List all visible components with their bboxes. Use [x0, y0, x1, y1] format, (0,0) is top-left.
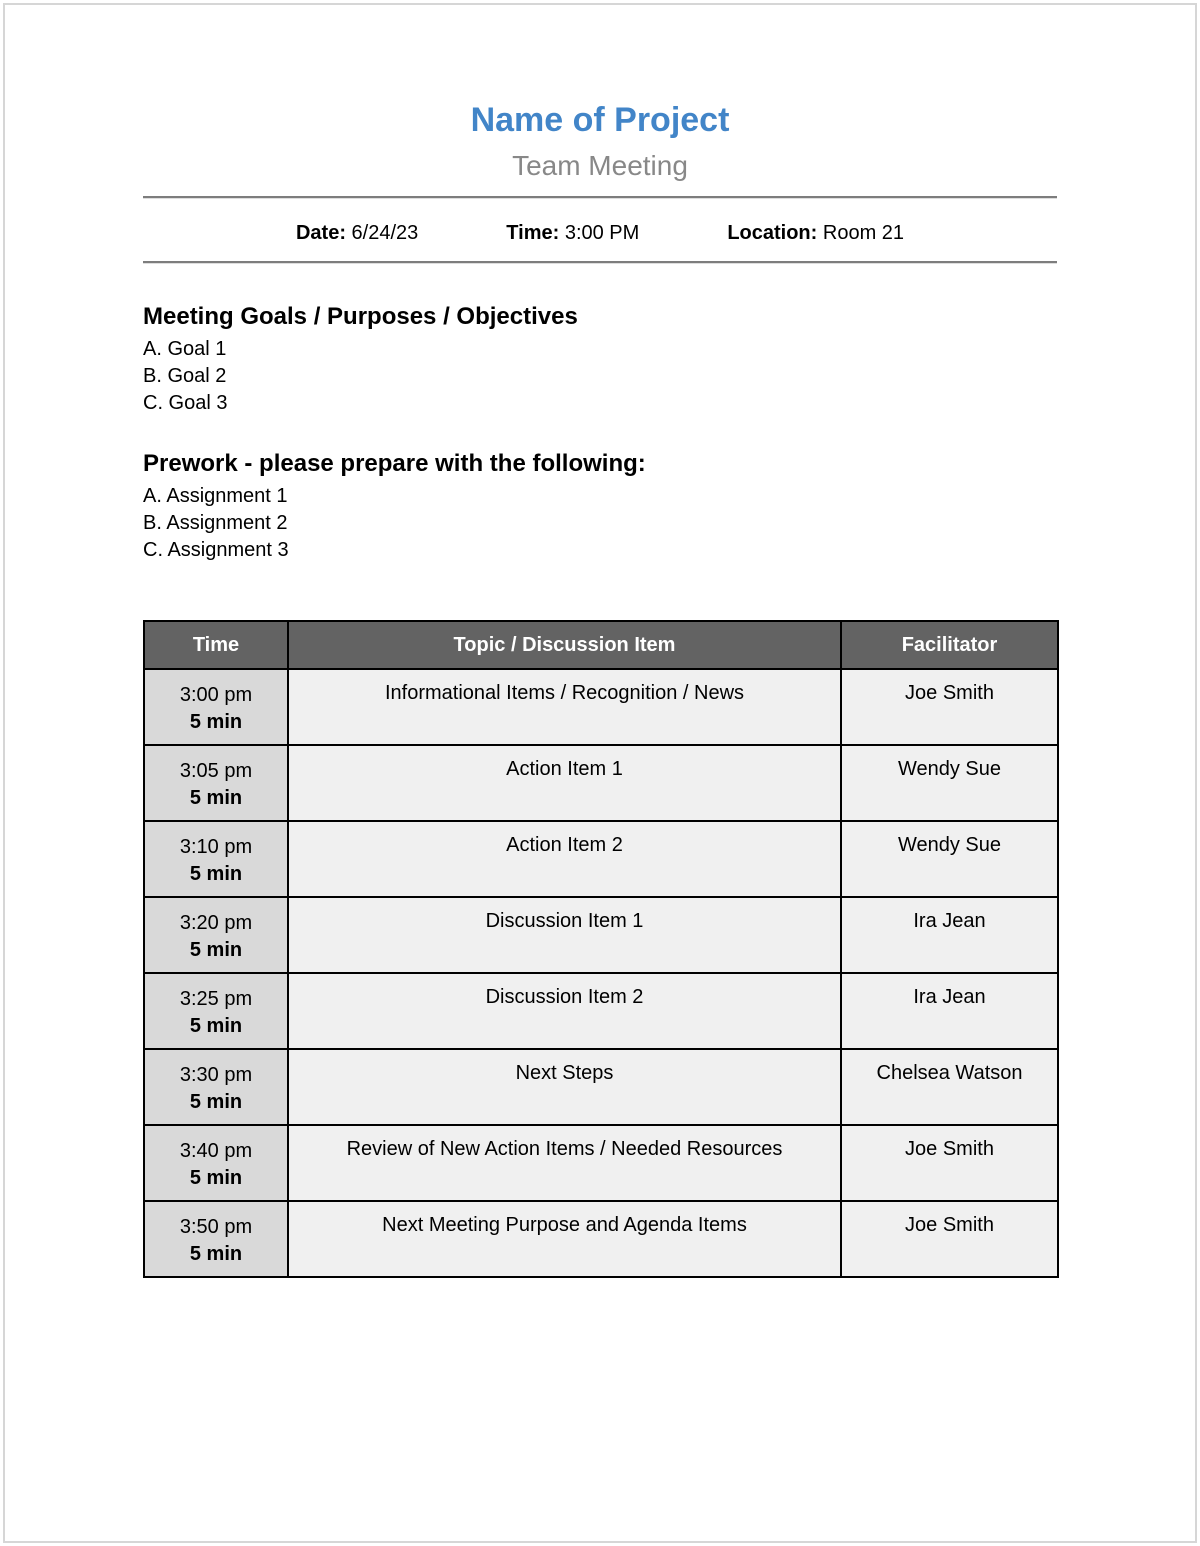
agenda-table — [143, 620, 1059, 1278]
page-content — [143, 0, 1057, 1278]
time-cell — [144, 821, 288, 897]
topic-cell: Action Item 1 — [288, 745, 841, 821]
time-cell — [144, 1201, 288, 1277]
list-item: A. Assignment 1 — [143, 485, 288, 507]
divider-below-meta — [143, 261, 1057, 264]
time-cell — [144, 1125, 288, 1201]
facilitator-cell: Joe Smith — [841, 1201, 1058, 1277]
divider-top — [143, 196, 1057, 199]
time-label: Time: — [506, 222, 560, 244]
time-value: 3:00 PM — [564, 222, 640, 244]
meta-date — [296, 222, 418, 245]
table-row — [144, 1125, 1058, 1201]
table-row — [144, 1049, 1058, 1125]
location-value: Room 21 — [822, 222, 905, 244]
date-value: 6/24/23 — [351, 222, 419, 244]
agenda-header-row — [144, 621, 1058, 669]
topic-cell: Informational Items / Recognition / News — [288, 669, 841, 745]
facilitator-cell: Joe Smith — [841, 1125, 1058, 1201]
topic-cell: Next Meeting Purpose and Agenda Items — [288, 1201, 841, 1277]
topic-cell: Next Steps — [288, 1049, 841, 1125]
duration-value: 5 min — [189, 863, 243, 885]
table-row — [144, 1201, 1058, 1277]
list-item: C. Assignment 3 — [143, 539, 289, 561]
topic-cell: Action Item 2 — [288, 821, 841, 897]
facilitator-cell: Ira Jean — [841, 973, 1058, 1049]
facilitator-cell: Wendy Sue — [841, 745, 1058, 821]
prework-list — [143, 483, 1057, 564]
topic-cell: Review of New Action Items / Needed Resources — [288, 1125, 841, 1201]
time-cell — [144, 897, 288, 973]
meeting-meta-row — [143, 207, 1057, 261]
goals-heading: Meeting Goals / Purposes / Objectives — [143, 303, 578, 330]
goals-list — [143, 336, 1057, 417]
table-row — [144, 745, 1058, 821]
duration-value: 5 min — [189, 1015, 243, 1037]
project-title: Name of Project — [470, 101, 730, 139]
meta-location — [727, 222, 904, 245]
facilitator-cell: Chelsea Watson — [841, 1049, 1058, 1125]
list-item: B. Assignment 2 — [143, 512, 288, 534]
time-cell — [144, 1049, 288, 1125]
topic-cell: Discussion Item 1 — [288, 897, 841, 973]
facilitator-cell: Ira Jean — [841, 897, 1058, 973]
column-header-facilitator: Facilitator — [841, 621, 1058, 669]
time-value: 3:05 pm — [179, 760, 253, 782]
list-item: C. Goal 3 — [143, 392, 228, 414]
topic-cell: Discussion Item 2 — [288, 973, 841, 1049]
column-header-topic: Topic / Discussion Item — [288, 621, 841, 669]
list-item: A. Goal 1 — [143, 338, 227, 360]
meta-time — [506, 222, 639, 245]
table-row — [144, 973, 1058, 1049]
date-label: Date: — [295, 222, 346, 244]
time-value: 3:20 pm — [179, 912, 253, 934]
prework-heading: Prework - please prepare with the following: — [143, 450, 646, 477]
facilitator-cell: Wendy Sue — [841, 821, 1058, 897]
list-item: B. Goal 2 — [143, 365, 227, 387]
duration-value: 5 min — [189, 1167, 243, 1189]
duration-value: 5 min — [189, 939, 243, 961]
duration-value: 5 min — [189, 711, 243, 733]
location-label: Location: — [727, 222, 818, 244]
time-value: 3:30 pm — [179, 1064, 253, 1086]
duration-value: 5 min — [189, 1091, 243, 1113]
table-row — [144, 821, 1058, 897]
time-cell — [144, 745, 288, 821]
duration-value: 5 min — [189, 787, 243, 809]
time-value: 3:25 pm — [179, 988, 253, 1010]
table-row — [144, 897, 1058, 973]
time-value: 3:00 pm — [179, 684, 253, 706]
duration-value: 5 min — [189, 1243, 243, 1265]
time-value: 3:50 pm — [179, 1216, 253, 1238]
column-header-time: Time — [144, 621, 288, 669]
table-row — [144, 669, 1058, 745]
meeting-subtitle: Team Meeting — [512, 150, 688, 181]
time-value: 3:10 pm — [179, 836, 253, 858]
time-cell — [144, 973, 288, 1049]
facilitator-cell: Joe Smith — [841, 669, 1058, 745]
time-value: 3:40 pm — [179, 1140, 253, 1162]
time-cell — [144, 669, 288, 745]
